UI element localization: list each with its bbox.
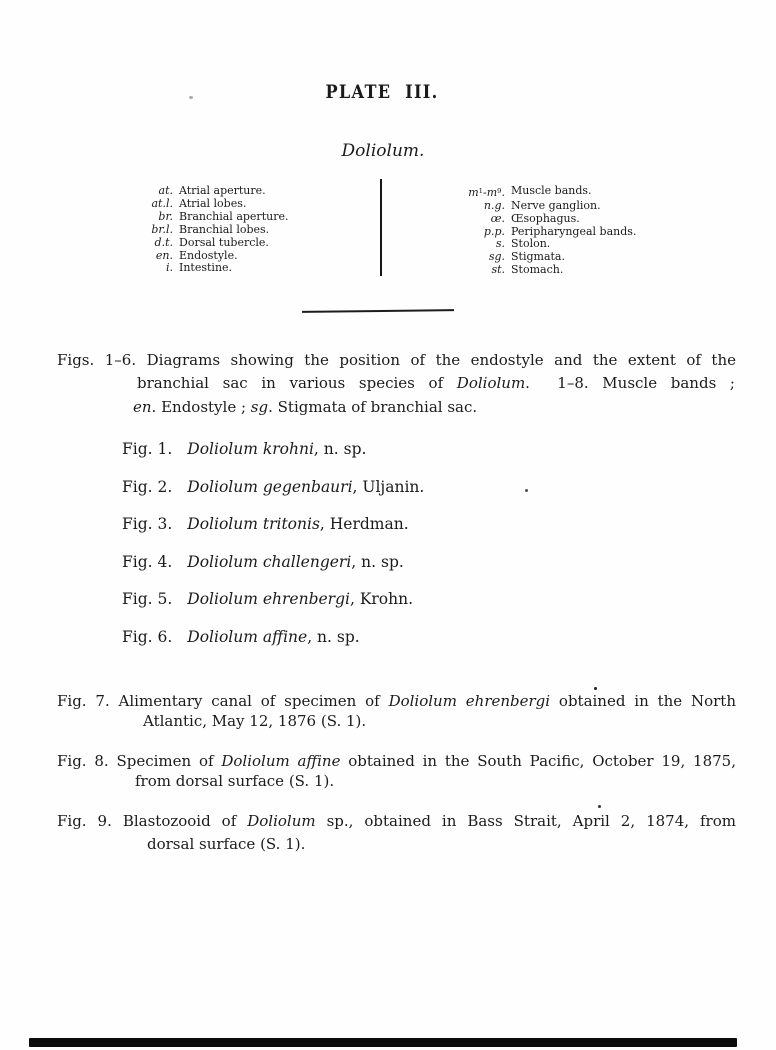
text-segment: Doliolum challengeri xyxy=(187,552,352,571)
text-segment: from dorsal surface (S. 1). xyxy=(135,772,335,790)
text-segment: Doliolum tritonis xyxy=(187,515,320,533)
figure-list xyxy=(122,438,424,663)
key-description: Peripharyngeal bands. xyxy=(511,224,637,238)
text-segment: Doliolum affine xyxy=(187,627,308,646)
key-row xyxy=(0,261,636,277)
ink-speck xyxy=(525,489,528,492)
key-description: Intestine. xyxy=(179,261,233,275)
key-abbreviation xyxy=(0,196,505,213)
caption-line xyxy=(147,833,776,856)
text-segment: , n. sp. xyxy=(313,440,367,458)
text-segment: Figs. 1–6. Diagrams showing the position of the endostyle and the extent of the xyxy=(57,351,736,369)
key-abbreviation xyxy=(0,248,505,264)
text-segment: Doliolum krohni xyxy=(187,440,314,458)
caption-line xyxy=(137,372,735,395)
figure-species-text xyxy=(187,553,404,571)
key-description: Branchial lobes. xyxy=(179,222,270,236)
text-segment: . Endostyle ; xyxy=(151,397,251,416)
text-segment: Atlantic, May 12, 1876 (S. 1). xyxy=(143,712,367,730)
text-segment: br. xyxy=(158,209,173,223)
figure-number-label: Fig. 4. xyxy=(122,552,173,571)
caption-line xyxy=(57,691,736,711)
text-segment: s. xyxy=(495,237,505,251)
figure-species-text xyxy=(187,515,408,533)
text-segment: m xyxy=(468,185,479,199)
section-divider-rule xyxy=(302,309,454,313)
key-description: Dorsal tubercle. xyxy=(179,235,269,249)
caption-line xyxy=(57,349,736,372)
text-segment: Doliolum ehrenbergi xyxy=(187,590,350,608)
figure-list-item xyxy=(122,438,424,460)
key-description: Atrial lobes. xyxy=(179,196,247,210)
text-segment: branchial sac in various species of xyxy=(137,374,457,393)
key-description: Stolon. xyxy=(511,237,551,251)
figure-9-caption xyxy=(0,810,776,856)
text-segment: œ. xyxy=(490,211,505,225)
text-segment: at.l. xyxy=(151,196,173,210)
text-segment: Doliolum ehrenbergi xyxy=(388,692,551,710)
figure-list-item xyxy=(122,513,424,535)
text-segment: Doliolum xyxy=(456,374,526,393)
figures-1-6-caption xyxy=(0,349,776,419)
plate-title: PLATE III. xyxy=(325,81,439,103)
text-segment: en xyxy=(133,397,152,416)
figure-8-caption xyxy=(0,751,776,791)
text-segment: . xyxy=(501,185,505,199)
text-segment: , n. sp. xyxy=(307,627,360,646)
text-segment: , Herdman. xyxy=(319,515,409,533)
text-segment: , Uljanin. xyxy=(352,477,425,496)
key-description: Œsophagus. xyxy=(511,211,580,225)
figure-number-label: Fig. 2. xyxy=(122,477,173,496)
figure-species-text xyxy=(187,590,413,608)
text-segment: -m xyxy=(483,185,498,199)
text-segment: , Krohn. xyxy=(349,590,414,608)
key-abbreviation xyxy=(0,235,505,251)
text-segment: obtained in the South Pacific, October 19, 1875, xyxy=(340,752,736,770)
text-segment: sg xyxy=(250,397,269,416)
figure-list-item xyxy=(122,476,424,498)
figure-number-label: Fig. 1. xyxy=(122,440,173,458)
text-segment: n.g. xyxy=(483,198,505,212)
text-segment: sg. xyxy=(488,250,505,264)
text-segment: Doliolum xyxy=(247,812,316,830)
figure-list-item xyxy=(122,551,424,573)
key-column-right xyxy=(0,185,636,277)
caption-line xyxy=(133,396,776,419)
figure-7-caption xyxy=(0,691,776,731)
figure-species-text xyxy=(187,628,359,646)
text-segment: i. xyxy=(165,261,173,275)
figure-species-text xyxy=(187,478,424,496)
key-description: Endostyle. xyxy=(179,248,238,262)
text-segment: Fig. 7. Alimentary canal of specimen of xyxy=(57,692,389,710)
key-description: Muscle bands. xyxy=(511,184,592,197)
plate-subtitle: Doliolum. xyxy=(341,141,425,161)
scan-edge-bar xyxy=(29,1038,737,1047)
figure-number-label: Fig. 6. xyxy=(122,627,173,646)
key-description: Atrial aperture. xyxy=(179,184,266,197)
text-segment: dorsal surface (S. 1). xyxy=(147,835,306,853)
key-abbreviation xyxy=(0,261,505,277)
key-description: Stomach. xyxy=(511,263,564,277)
text-segment: at. xyxy=(158,184,173,197)
text-segment: 1 xyxy=(478,187,483,195)
key-description: Stigmata. xyxy=(511,250,565,264)
caption-line xyxy=(57,751,736,771)
key-description: Nerve ganglion. xyxy=(511,198,601,212)
key-abbreviation xyxy=(0,185,505,200)
key-abbreviation xyxy=(0,222,505,239)
key-row xyxy=(0,209,636,226)
text-segment: . Stigmata of branchial sac. xyxy=(268,397,478,416)
text-segment: Fig. 8. Specimen of xyxy=(57,752,222,770)
ink-speck xyxy=(598,805,601,808)
text-segment: br.l. xyxy=(151,222,173,236)
text-segment: . 1–8. Muscle bands ; xyxy=(525,374,735,393)
text-segment: p.p. xyxy=(483,224,505,238)
text-segment: sp., obtained in Bass Strait, April 2, 1874, from xyxy=(315,812,736,830)
text-segment: Doliolum affine xyxy=(221,752,341,770)
caption-line xyxy=(135,771,776,791)
text-segment: d.t. xyxy=(154,235,173,249)
text-segment: Doliolum gegenbauri xyxy=(187,477,353,496)
key-row xyxy=(0,196,636,213)
text-segment: obtained in the North xyxy=(550,692,736,710)
key-row xyxy=(0,185,636,200)
key-abbreviation xyxy=(0,209,505,226)
text-segment: , n. sp. xyxy=(351,552,404,571)
text-segment: st. xyxy=(491,263,505,277)
figure-species-text xyxy=(187,440,366,458)
text-segment: en. xyxy=(155,248,173,262)
caption-line xyxy=(143,711,776,731)
figure-number-label: Fig. 3. xyxy=(122,515,173,533)
figure-number-label: Fig. 5. xyxy=(122,590,173,608)
ink-speck xyxy=(594,687,597,690)
ink-speck xyxy=(189,96,193,99)
figure-list-item xyxy=(122,626,424,648)
text-segment: 9 xyxy=(497,187,502,195)
text-segment: Fig. 9. Blastozooid of xyxy=(57,812,248,830)
key-description: Branchial aperture. xyxy=(179,209,289,223)
caption-line xyxy=(57,810,736,833)
figure-list-item xyxy=(122,588,424,610)
